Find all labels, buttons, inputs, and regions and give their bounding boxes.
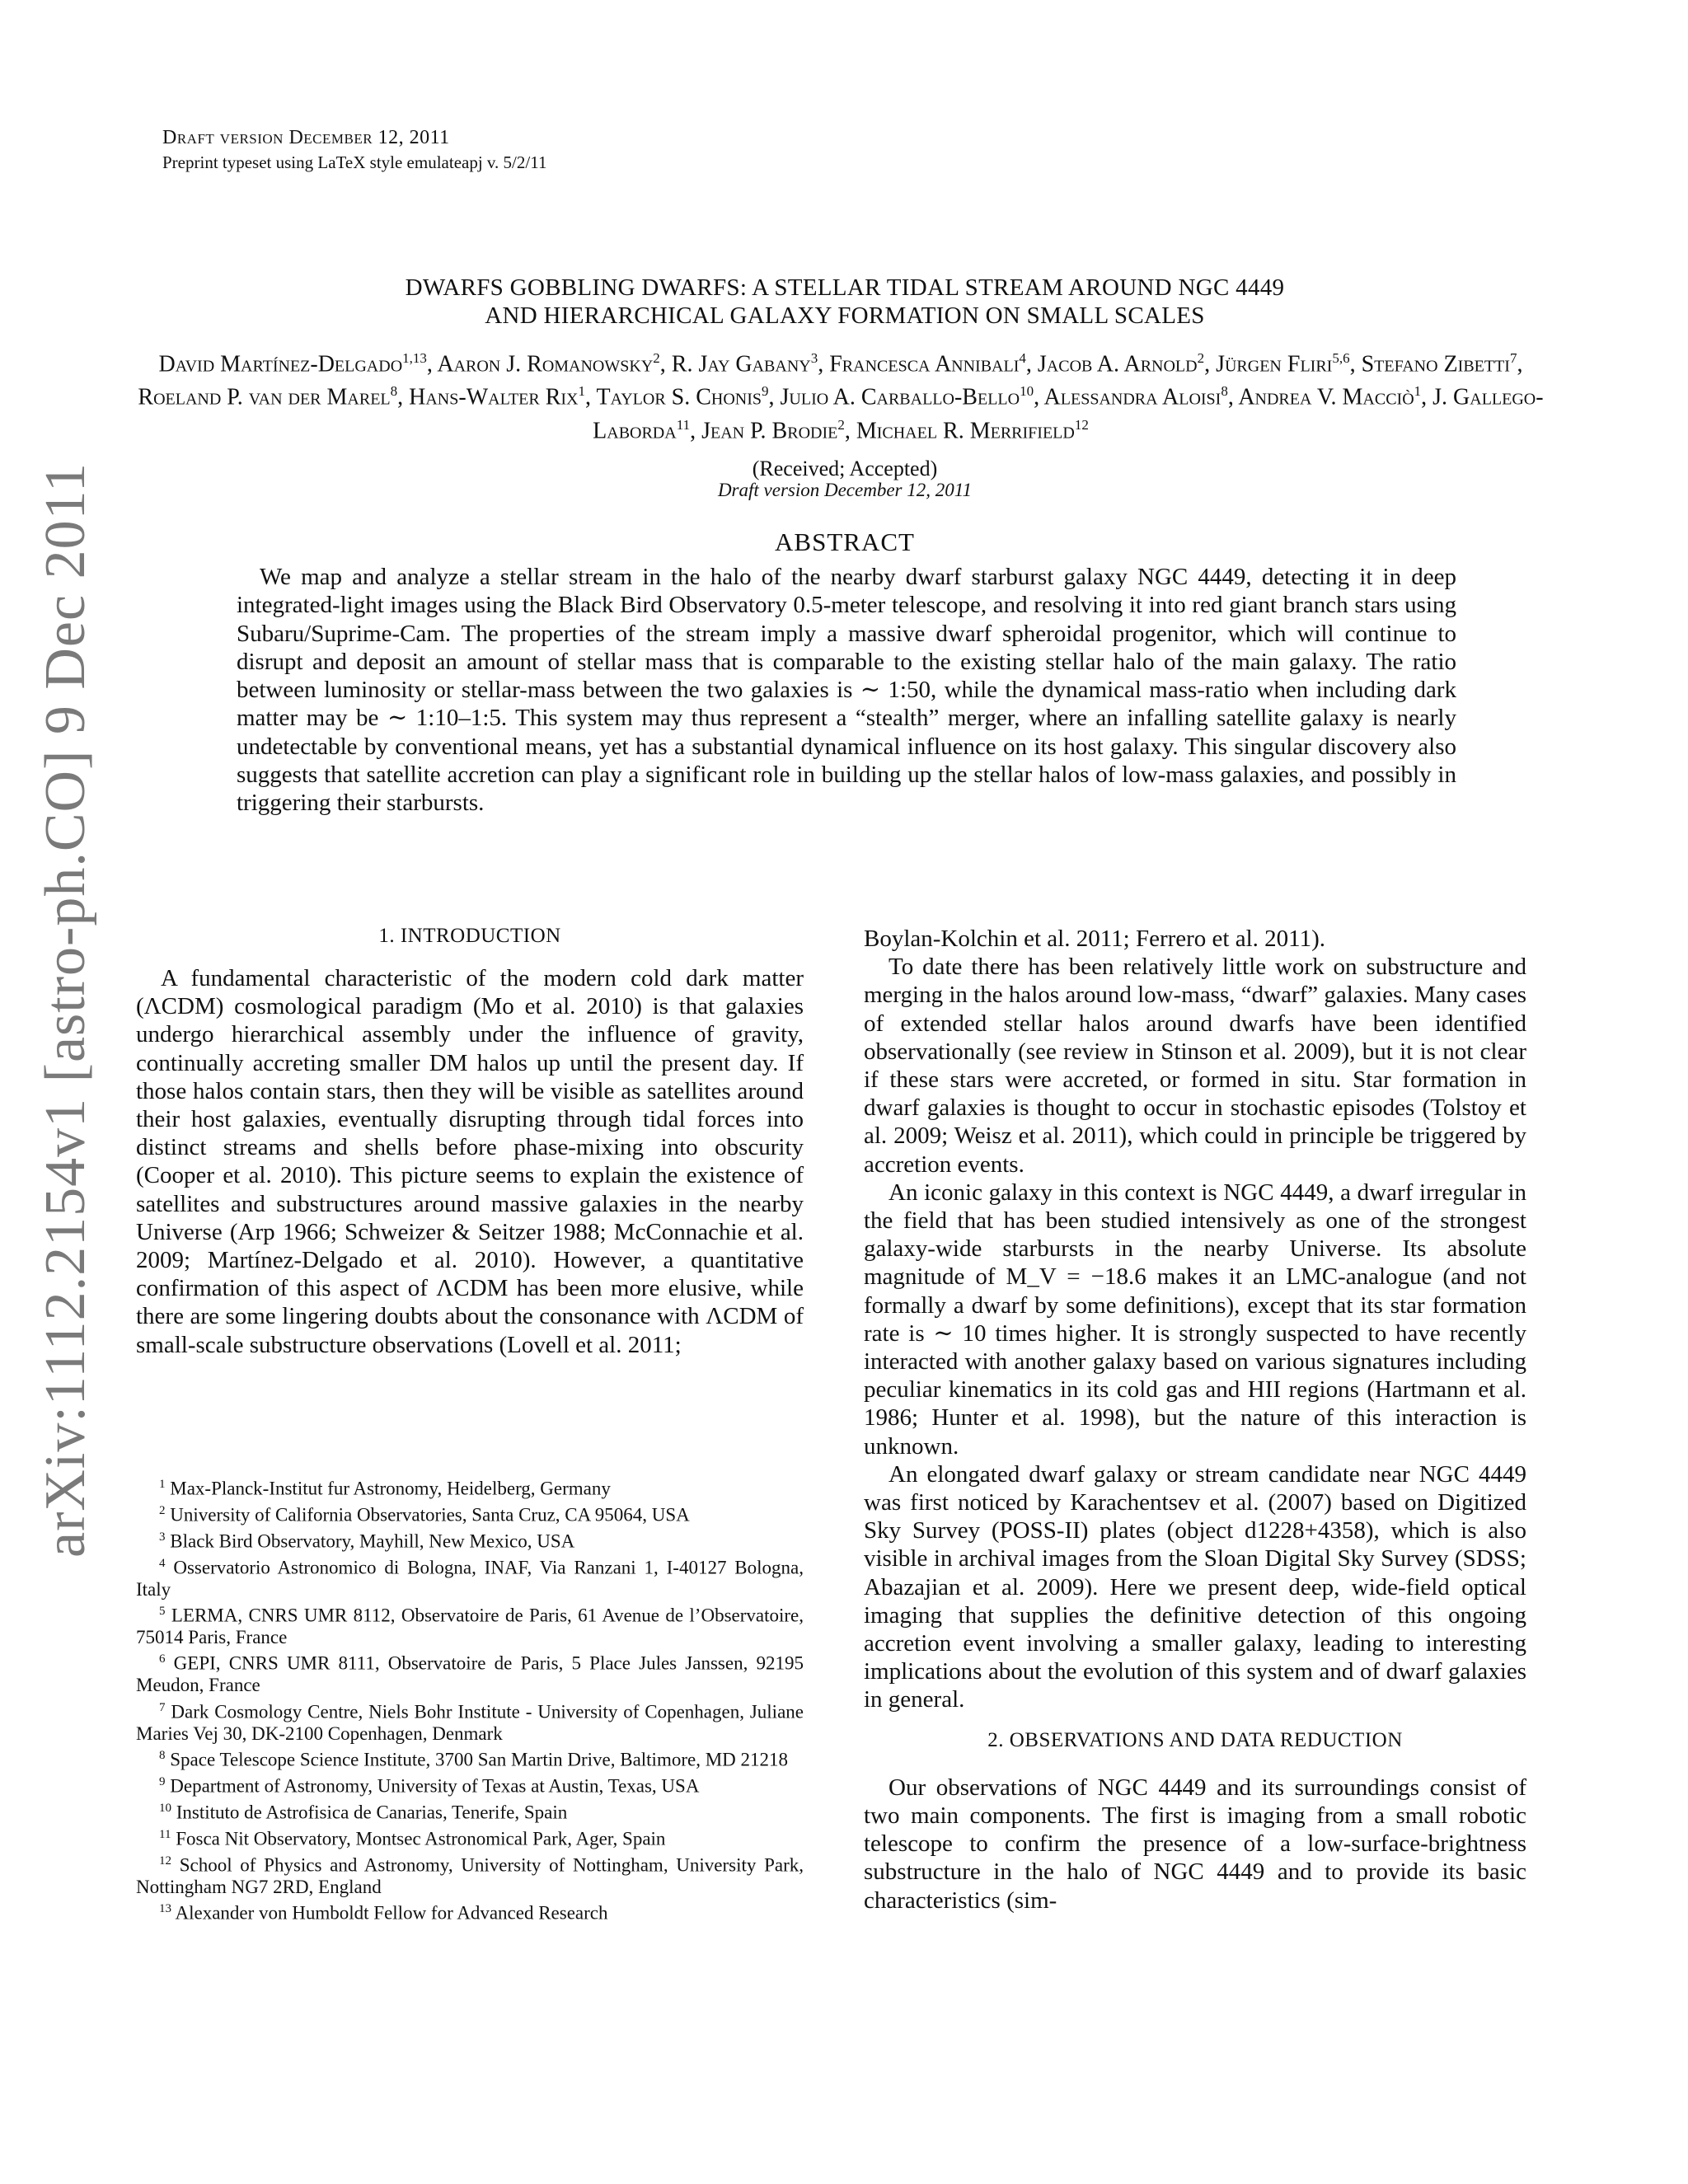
footnote-number: 9 — [159, 1774, 166, 1788]
affiliation-footnote — [136, 1824, 804, 1850]
title-line-1: DWARFS GOBBLING DWARFS: A STELLAR TIDAL STREAM AROUND NGC 4449 — [405, 274, 1285, 301]
author-name: Julio A. Carballo-Bello — [780, 384, 1020, 410]
footnote-number: 8 — [159, 1748, 166, 1762]
author-affiliation-mark: 8 — [390, 383, 398, 400]
preprint-header — [162, 125, 546, 175]
footnote-text: Osservatorio Astronomico di Bologna, INAF, Via Ranzani 1, I-40127 Bologna, Italy — [136, 1557, 804, 1600]
author-name: Jürgen Fliri — [1216, 351, 1333, 377]
footnote-text: Fosca Nit Observatory, Montsec Astronomical Park, Ager, Spain — [171, 1828, 666, 1849]
author-list: David Martínez-Delgado$^{1,13}$, Aaron J. Romanowsky$^2$, R. Jay Gabany$^3$, Francesca Annibali$^4$, Jacob A. Arnold$^2$, Jürgen Fliri$^{5,6}$, Stefano Zibetti$^7$, Roeland P. van der Marel$^8$, Hans-Walter Rix$^1$, Taylor S. Chonis$^9$, Julio A. Carballo-Bello$^{10}$, Alessandra Aloisi$^8$, Andrea V. Macciò$^1$, J. Gallego-Laborda$^{11}$, Jean P. Brodie$^2$, Michael R. Merrifield$^{12}$ — [138, 350, 1544, 443]
footnote-number: 7 — [159, 1700, 166, 1714]
footnote-number: 11 — [159, 1827, 171, 1841]
author-affiliation-mark: 8 — [1221, 383, 1228, 400]
footnote-text: Instituto de Astrofisica de Canarias, Tenerife, Spain — [171, 1802, 568, 1823]
author-name: Aaron J. Romanowsky — [437, 351, 654, 377]
author-name: David Martínez-Delgado — [158, 351, 403, 377]
author-affiliation-mark: 9 — [762, 383, 769, 400]
author-affiliation-mark: 1 — [578, 383, 585, 400]
affiliation-footnote — [136, 1697, 804, 1745]
author-affiliation-mark: 1 — [1414, 383, 1422, 400]
section-heading-observations: 2. OBSERVATIONS AND DATA REDUCTION — [987, 1728, 1403, 1751]
footnote-text: Space Telescope Science Institute, 3700 San Martin Drive, Baltimore, MD 21218 — [165, 1749, 789, 1770]
affiliation-footnote — [136, 1474, 804, 1500]
footnote-text: Max-Planck-Institut fur Astronomy, Heidelberg, Germany — [165, 1478, 611, 1499]
footnote-number: 12 — [159, 1854, 171, 1868]
author-name: Hans-Walter Rix — [409, 384, 579, 410]
footnote-text: Alexander von Humboldt Fellow for Advanced Research — [171, 1902, 608, 1924]
intro-paragraph-3 — [864, 1179, 1526, 1460]
observations-paragraph-1: Our observations of NGC 4449 and its surroundings consist of two main components. The first is imaging from a small robotic telescope to confirm the presence of a low-surface-brightness substructure in the halo of NGC 4449 and to provide its basic characteristics (sim- — [864, 1774, 1526, 1914]
received-accepted-line: (Received; Accepted) — [752, 457, 938, 480]
author-name: Jean P. Brodie — [701, 417, 838, 443]
footnote-number: 6 — [159, 1652, 166, 1666]
abstract-body: We map and analyze a stellar stream in the halo of the nearby dwarf starburst galaxy NGC 4449, detecting it in deep integrated-light images using the Black Bird Observatory 0.5-meter telescope, and resolving it into red giant branch stars using Subaru/Suprime-Cam. The properties of the stream imply a massive dwarf spheroidal progenitor, which will continue to disrupt and deposit an amount of stellar mass that is comparable to the existing stellar halo of the main galaxy. The ratio between luminosity or stellar-mass between the two galaxies is ∼ 1:50, while the dynamical mass-ratio when including dark matter may be ∼ 1:10–1:5. This system may thus represent a “stealth” merger, where an infalling satellite galaxy is nearly undetectable by conventional means, yet has a substantial dynamical influence on its host galaxy. This singular discovery also suggests that satellite accretion can play a significant role in building up the stellar halos of low-mass galaxies, and possibly in triggering their starbursts. — [237, 564, 1456, 817]
author-affiliation-mark: 2 — [1197, 350, 1205, 366]
footnote-number: 13 — [159, 1901, 171, 1915]
author-affiliation-mark: 4 — [1019, 350, 1026, 366]
intro-paragraph-3-text: An iconic galaxy in this context is NGC 4449, a dwarf irregular in the field that has been studied intensively as one of the strongest galaxy-wide starbursts in the nearby Universe. Its absolute magnitude of M_V = −18.6 makes it an LMC-analogue (and not formally a dwarf by some definitions), except that its star formation rate is ∼ 10 times higher. It is strongly suspected to have recently interacted with another galaxy based on various signatures including peculiar kinematics in its cold gas and HII regions (Hartmann et al. 1986; Hunter et al. 1998), but the nature of this interaction is unknown. — [864, 1179, 1526, 1460]
author-affiliation-mark: 1,13 — [402, 350, 427, 366]
author-name: Francesca Annibali — [829, 351, 1020, 377]
author-affiliation-mark: 12 — [1074, 416, 1089, 433]
preprint-typeset-line: Preprint typeset using LaTeX style emulateapj v. 5/2/11 — [162, 152, 547, 172]
footnote-text: GEPI, CNRS UMR 8111, Observatoire de Paris, 5 Place Jules Janssen, 92195 Meudon, France — [136, 1653, 804, 1696]
intro-paragraph-1-continued: Boylan-Kolchin et al. 2011; Ferrero et al. 2011). — [864, 926, 1325, 952]
affiliation-footnote — [136, 1553, 804, 1601]
author-affiliation-mark: 3 — [810, 350, 818, 366]
intro-paragraph-2: To date there has been relatively little work on substructure and merging in the halos around low-mass, “dwarf” galaxies. Many cases of extended stellar halos around dwarfs have been identified observationally (see review in Stinson et al. 2009), but it is not clear if these stars were accreted, or formed in situ. Star formation in dwarf galaxies is thought to occur in stochastic episodes (Tolstoy et al. 2009; Weisz et al. 2011), which could in principle be triggered by accretion events. — [864, 954, 1526, 1178]
arxiv-identifier-stamp: arXiv:1112.2154v1 [astro-ph.CO] 9 Dec 2011 — [34, 462, 97, 1558]
author-affiliation-mark: 5,6 — [1332, 350, 1350, 366]
footnote-number: 4 — [159, 1556, 166, 1570]
author-name: Alessandra Aloisi — [1043, 384, 1221, 410]
abstract-heading: ABSTRACT — [775, 527, 915, 556]
footnote-number: 10 — [159, 1801, 171, 1815]
intro-paragraph-1: A fundamental characteristic of the modern cold dark matter (ΛCDM) cosmological paradigm (Mo et al. 2010) is that galaxies undergo hierarchical assembly under the influence of gravity, continually accreting smaller DM halos up until the present day. If those halos contain stars, then they will be visible as satellites around their host galaxies, eventually disrupting through tidal forces into distinct streams and shells before phase-mixing into obscurity (Cooper et al. 2010). This picture seems to explain the existence of satellites and substructures around massive galaxies in the nearby Universe (Arp 1966; Schweizer & Seitzer 1988; McConnachie et al. 2009; Martínez-Delgado et al. 2010). However, a quantitative confirmation of this aspect of ΛCDM has been more elusive, while there are some lingering doubts about the consonance with ΛCDM of small-scale substructure observations (Lovell et al. 2011; — [136, 965, 804, 1358]
author-name: Stefano Zibetti — [1361, 351, 1510, 377]
footnote-text: School of Physics and Astronomy, University of Nottingham, University Park, Nottingham NG7 2RD, England — [136, 1854, 804, 1897]
draft-version-line: Draft version December 12, 2011 — [162, 127, 450, 148]
right-column — [864, 925, 1526, 1915]
author-name: J. Gallego-Laborda — [593, 384, 1544, 443]
footnote-number: 1 — [159, 1478, 166, 1491]
affiliation-footnote — [136, 1526, 804, 1553]
footnote-number: 3 — [159, 1530, 166, 1544]
footnote-text: Dark Cosmology Centre, Niels Bohr Institute - University of Copenhagen, Juliane Maries Vej 30, DK-2100 Copenhagen, Denmark — [136, 1701, 804, 1744]
paper-title — [165, 274, 1525, 330]
author-affiliation-mark: 7 — [1509, 350, 1517, 366]
draft-date-line: Draft version December 12, 2011 — [717, 480, 973, 500]
footnote-number: 5 — [159, 1605, 166, 1619]
author-affiliation-mark: 2 — [837, 416, 845, 433]
affiliation-footnote — [136, 1797, 804, 1824]
left-column — [136, 925, 804, 1359]
affiliation-footnotes — [136, 1474, 804, 1924]
author-name: Jacob A. Arnold — [1037, 351, 1198, 377]
affiliation-footnote — [136, 1745, 804, 1771]
affiliation-footnote — [136, 1500, 804, 1526]
affiliation-footnote — [136, 1850, 804, 1898]
author-name: Roeland P. van der Marel — [138, 384, 391, 410]
intro-paragraph-4: An elongated dwarf galaxy or stream candidate near NGC 4449 was first noticed by Karachentsev et al. (2007) based on Digitized Sky Survey (POSS-II) plates (object d1228+4358), which is also visible in archival images from the Sloan Digital Sky Survey (SDSS; Abazajian et al. 2009). Here we present deep, wide-field optical imaging that supplies the definitive detection of this ongoing accretion event involving a smaller galaxy, leading to interesting implications about the evolution of this system and of dwarf galaxies in general. — [864, 1460, 1526, 1713]
affiliation-footnote — [136, 1771, 804, 1797]
author-affiliation-mark: 2 — [653, 350, 660, 366]
footnote-number: 2 — [159, 1503, 166, 1517]
footnote-text: Department of Astronomy, University of Texas at Austin, Texas, USA — [165, 1775, 700, 1797]
footnote-text: LERMA, CNRS UMR 8112, Observatoire de Paris, 61 Avenue de l’Observatoire, 75014 Paris, France — [136, 1605, 804, 1648]
affiliation-footnote — [136, 1601, 804, 1648]
author-affiliation-mark: 10 — [1020, 383, 1034, 400]
author-name: Andrea V. Macciò — [1238, 384, 1414, 410]
footnote-text: University of California Observatories, Santa Cruz, CA 95064, USA — [165, 1504, 690, 1526]
section-heading-introduction: 1. INTRODUCTION — [378, 925, 561, 947]
affiliation-footnote — [136, 1898, 804, 1924]
title-line-2: AND HIERARCHICAL GALAXY FORMATION ON SMALL SCALES — [485, 302, 1205, 329]
affiliation-footnote — [136, 1648, 804, 1696]
author-name: R. Jay Gabany — [671, 351, 811, 377]
author-affiliation-mark: 11 — [676, 416, 691, 433]
author-name: Taylor S. Chonis — [596, 384, 762, 410]
footnote-text: Black Bird Observatory, Mayhill, New Mexico, USA — [165, 1530, 575, 1552]
author-name: Michael R. Merrifield — [856, 417, 1075, 443]
